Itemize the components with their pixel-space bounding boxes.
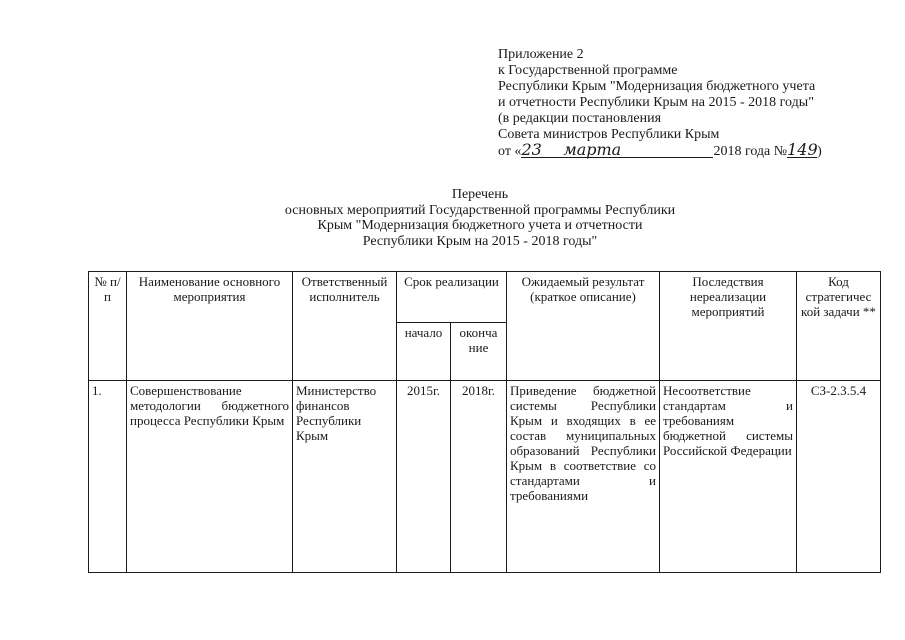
title-line: Крым "Модернизация бюджетного учета и отчетности [317, 218, 643, 233]
cell-num: 1. [89, 381, 127, 573]
cell-consequences: Несоответствие стандартам и требованиям бюджетной системы Российской Федерации [660, 381, 797, 573]
date-suffix: ) [817, 144, 822, 159]
header-period: Срок реализации [397, 272, 507, 323]
cell-result: Приведение бюджетной системы Республики Крым и входящих в ее состав муниципальных образований Республики Крым в соответствие со стандартами и требованиями [507, 381, 660, 573]
header-executor: Ответственный исполнитель [293, 272, 397, 381]
document-title [180, 187, 780, 249]
cell-start: 2015г. [397, 381, 451, 573]
title-line: Перечень [451, 187, 509, 202]
date-year: 2018 года № [713, 144, 788, 159]
cell-executor: Министерство финансов Республики Крым [293, 381, 397, 573]
header-name: Наименование основного мероприятия [127, 272, 293, 381]
header-consequences: Последствия нереализации мероприятий [660, 272, 797, 381]
cell-end: 2018г. [451, 381, 507, 573]
appendix-date-line [498, 140, 898, 160]
appendix-block [498, 47, 898, 160]
header-result: Ожидаемый результат (краткое описание) [507, 272, 660, 381]
cell-code: СЗ-2.3.5.4 [797, 381, 881, 573]
measures-table [88, 271, 881, 573]
header-code: Код стратегичес кой задачи ** [797, 272, 881, 381]
appendix-line: и отчетности Республики Крым на 2015 - 2018 годы" [498, 95, 814, 110]
title-line: основных мероприятий Государственной программы Республики [284, 202, 676, 218]
appendix-line: к Государственной программе [498, 63, 678, 78]
table-row [89, 381, 881, 573]
handwritten-number: 149 [787, 140, 818, 159]
appendix-line: Совета министров Республики Крым [498, 127, 720, 142]
title-line: Республики Крым на 2015 - 2018 годы" [362, 233, 598, 249]
cell-name: Совершенствование методологии бюджетного процесса Республики Крым [127, 381, 293, 573]
appendix-line: Республики Крым "Модернизация бюджетного учета [498, 79, 816, 94]
handwritten-month: марта [563, 143, 713, 158]
appendix-line: Приложение 2 [498, 47, 584, 62]
header-start: начало [397, 323, 451, 381]
header-num: № п/п [89, 272, 127, 381]
header-end: оконча ние [451, 323, 507, 381]
handwritten-day: 23 [521, 143, 563, 158]
date-prefix: от « [498, 144, 522, 159]
appendix-line: (в редакции постановления [498, 111, 662, 126]
